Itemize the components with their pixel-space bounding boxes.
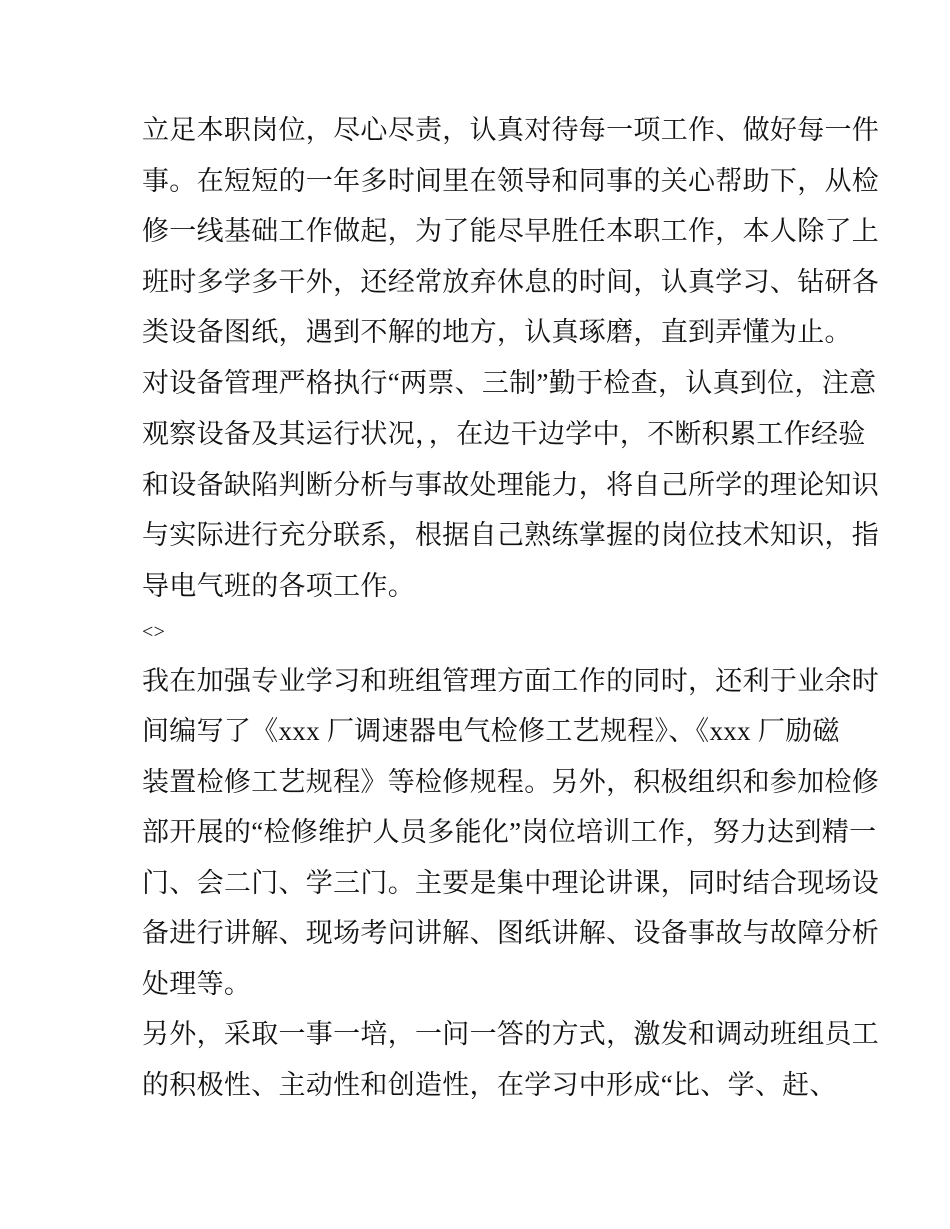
text-line: 和设备缺陷判断分析与事故处理能力，将自己所学的理论知识 bbox=[142, 470, 880, 500]
text-line: 我在加强专业学习和班组管理方面工作的同时，还利于业余时 bbox=[142, 666, 880, 696]
text-line: 备进行讲解、现场考问讲解、图纸讲解、设备事故与故障分析 bbox=[142, 918, 880, 948]
text-line: 修一线基础工作做起，为了能尽早胜任本职工作，本人除了上 bbox=[142, 216, 880, 246]
text-line: 的积极性、主动性和创造性，在学习中形成“比、学、赶、 bbox=[142, 1070, 837, 1100]
text-line: 事。在短短的一年多时间里在领导和同事的关心帮助下，从检 bbox=[142, 166, 880, 196]
text-line: 立足本职岗位，尽心尽责，认真对待每一项工作、做好每一件 bbox=[142, 115, 880, 145]
text-line: <> bbox=[142, 621, 166, 643]
text-line: 对设备管理严格执行“两票、三制”勤于检查，认真到位，注意 bbox=[142, 368, 877, 398]
text-line: 间编写了《xxx 厂调速器电气检修工艺规程》、《xxx 厂励磁 bbox=[142, 716, 840, 746]
text-line: 观察设备及其运行状况，，在边干边学中，不断积累工作经验 bbox=[142, 419, 866, 449]
text-line: 与实际进行充分联系，根据自己熟练掌握的岗位技术知识，指 bbox=[142, 520, 880, 550]
text-line: 另外，采取一事一培，一问一答的方式，激发和调动班组员工 bbox=[142, 1019, 880, 1049]
text-line: 门、会二门、学三门。主要是集中理论讲课，同时结合现场设 bbox=[142, 868, 880, 898]
text-line: 装置检修工艺规程》等检修规程。另外，积极组织和参加检修 bbox=[142, 767, 880, 797]
text-line: 部开展的“检修维护人员多能化”岗位培训工作，努力达到精一 bbox=[142, 817, 877, 847]
text-line: 类设备图纸，遇到不解的地方，认真琢磨，直到弄懂为止。 bbox=[142, 317, 852, 347]
text-line: 处理等。 bbox=[142, 969, 252, 999]
text-line: 导电气班的各项工作。 bbox=[142, 571, 415, 601]
text-line: 班时多学多干外，还经常放弃休息的时间，认真学习、钻研各 bbox=[142, 267, 880, 297]
